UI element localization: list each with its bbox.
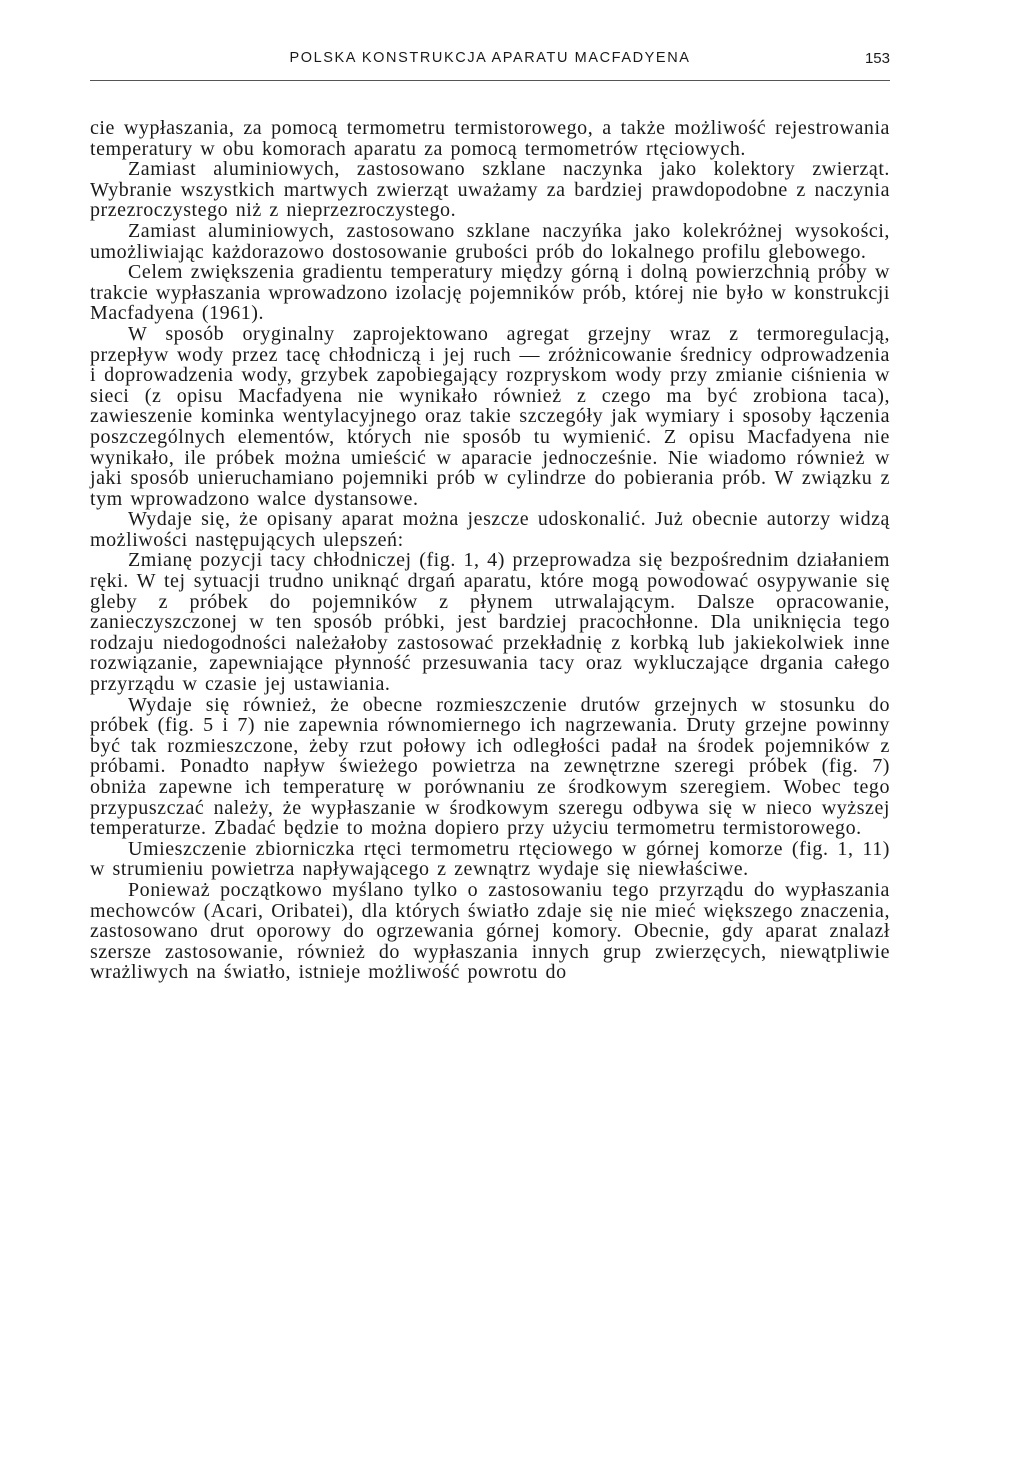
paragraph-heating-wires: Wydaje się również, że obecne rozmieszczenie drutów grzejnych w stosunku do próbek (fig. 5 i 7) nie zapewnia równomiernego ich nagrzewania. Druty grzejne powinny być tak rozmieszczone, żeby rzut połowy ich odległości padał na środek pojemników z próbami. Ponadto napływ świeżego powietrza na zewnętrzne szeregi próbek (fig. 7) obniża zapewne ich temperaturę w porównaniu ze środkowym szeregiem. Wobec tego przypuszczać należy, że wypłaszanie w środkowym szeregu odbywa się w nieco wyższej temperaturze. Zbadać będzie to można dopiero przy użyciu termometru termistorowego. (90, 693, 890, 840)
paragraph-cooling-tray: Zmianę pozycji tacy chłodniczej (fig. 1, 4) przeprowadza się bezpośrednim działaniem ręki. W tej sytuacji trudno uniknąć drgań aparatu, które mogą powodować osypywanie się gleby z próbek do pojemników z płynem utrwalającym. Dalsze opracowanie, zanieczyszczonej w ten sposób próbki, jest bardziej pracochłonne. Dla uniknięcia tego rodzaju niedogodności należałoby zastosować przekładnię z korbką lub jakiekolwiek inne rozwiązanie, zapewniające płynność przesuwania tacy oraz wykluczające drgania całego przyrządu w czasie jej ustawiania. (90, 549, 890, 696)
page-number: 153 (864, 50, 890, 67)
paragraph-temperature-gradient: Celem zwiększenia gradientu temperatury między górną i dolną powierzchnią próby w trakcie wypłaszania wprowadzono izolację pojemników prób, której nie było w konstrukcji Macfadyena (1961). (90, 261, 890, 325)
header-rule (90, 80, 890, 81)
paragraph-thermometer: Umieszczenie zbiorniczka rtęci termometru rtęciowego w górnej komorze (fig. 1, 11) w strumieniu powietrza napływającego z zewnątrz wydaje się niewłaściwe. (90, 837, 890, 881)
paragraph-improvements-intro: Wydaje się, że opisany aparat można jeszcze udoskonalić. Już obecnie autorzy widzą możliwości następujących ulepszeń: (90, 508, 890, 551)
document-page (90, 44, 890, 983)
paragraph-glass-collectors: Zamiast aluminiowych, zastosowano szklane naczynka jako kolektory zwierząt. Wybranie wszystkich martwych zwierząt uważamy za bardziej prawdopodobne z naczynia przezroczystego niż z nieprzezroczystego. (90, 158, 890, 222)
paragraph-heating-unit: W sposób oryginalny zaprojektowano agregat grzejny wraz z termoregulacją, przepływ wody przez tacę chłodniczą i jej ruch — zróżnicowanie średnicy odprowadzenia i doprowadzenia wody, grzybek zapobiegający rozpryskom wody przy zmianie ciśnienia w sieci (z opisu Macfadyena nie wynikało również z czego ma być zrobiona taca), zawieszenie kominka wentylacyjnego oraz takie szczegóły jak wymiary i sposoby łączenia poszczególnych elementów, których nie sposób tu wymienić. Z opisu Macfadyena nie wynikało, ile próbek można umieścić w aparacie jednocześnie. Nie wiadomo również w jaki sposób unieruchamiano pojemniki prób w cylindrze do pobierania prób. W związku z tym wprowadzono walce dystansowe. (90, 322, 890, 510)
running-header (90, 44, 890, 74)
paragraph-continuation: cie wypłaszania, za pomocą termometru termistorowego, a także możliwość rejestrowania temperatury w obu komorach aparatu za pomocą termometrów rtęciowych. (90, 117, 890, 160)
running-title: POLSKA KONSTRUKCJA APARATU MACFADYENA (289, 50, 691, 66)
body-text (90, 118, 890, 983)
paragraph-sample-vessels: Zamiast aluminiowych, zastosowano szklane naczyńka jako kolekróżnej wysokości, umożliwiając każdorazowo dostosowanie grubości prób do lokalnego profilu glebowego. (90, 219, 890, 263)
paragraph-light: Ponieważ początkowo myślano tylko o zastosowaniu tego przyrządu do wypłaszania mechowców (Acari, Oribatei), dla których światło zdaje się nie mieć większego znaczenia, zastosowano drut oporowy do ogrzewania górnej komory. Obecnie, gdy aparat znalazł szersze zastosowanie, również do wypłaszania innych grup zwierzęcych, niewątpliwie wrażliwych na światło, istnieje możliwość powrotu do (90, 878, 890, 984)
